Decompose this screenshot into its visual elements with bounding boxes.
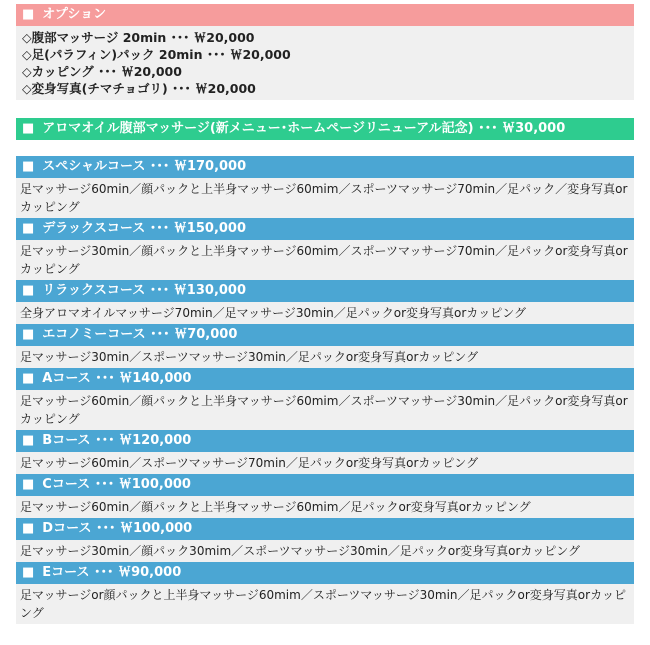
options-title: オプション	[42, 7, 107, 22]
course-header	[16, 368, 634, 390]
course-title: リラックスコース ･･･ ￦130,000	[42, 283, 247, 298]
square-bullet-icon: ■	[22, 159, 35, 174]
course-header	[16, 562, 634, 584]
course-description: 足マッサージor顔パックと上半身マッサージ60mim／スポーツマッサージ30min／足パックor変身写真orカッピング	[16, 584, 634, 624]
square-bullet-icon: ■	[22, 7, 35, 22]
course-title: スペシャルコース ･･･ ￦170,000	[42, 159, 247, 174]
square-bullet-icon: ■	[22, 565, 35, 580]
course-title: Dコース ･･･ ￦100,000	[42, 521, 193, 536]
option-item: ◇足(パラフィン)パック 20min ･･･ ￦20,000	[22, 47, 291, 62]
aroma-title: アロマオイル腹部マッサージ(新メニュー･ホームページリニューアル記念) ･･･ ￦30,000	[42, 121, 566, 136]
square-bullet-icon: ■	[22, 121, 35, 136]
course-description: 全身アロマオイルマッサージ70min／足マッサージ30min／足パックor変身写真orカッピング	[16, 302, 634, 324]
course-header	[16, 430, 634, 452]
course-header	[16, 324, 634, 346]
course-description: 足マッサージ60min／顔パックと上半身マッサージ60mim／足パックor変身写真orカッピング	[16, 496, 634, 518]
option-item: ◇変身写真(チマチョゴリ) ･･･ ￦20,000	[22, 81, 256, 96]
options-header	[16, 4, 634, 26]
course-header	[16, 156, 634, 178]
course-description: 足マッサージ30min／顔パック30mim／スポーツマッサージ30min／足パックor変身写真orカッピング	[16, 540, 634, 562]
course-description: 足マッサージ60min／顔パックと上半身マッサージ60mim／スポーツマッサージ30min／足パックor変身写真orカッピング	[16, 390, 634, 430]
square-bullet-icon: ■	[22, 433, 35, 448]
option-item: ◇腹部マッサージ 20min ･･･ ￦20,000	[22, 30, 255, 45]
course-description: 足マッサージ30min／顔パックと上半身マッサージ60mim／スポーツマッサージ70min／足パックor変身写真orカッピング	[16, 240, 634, 280]
course-title: Eコース ･･･ ￦90,000	[42, 565, 182, 580]
course-header	[16, 218, 634, 240]
options-body	[16, 26, 634, 100]
square-bullet-icon: ■	[22, 521, 35, 536]
course-title: Bコース ･･･ ￦120,000	[42, 433, 192, 448]
aroma-header	[16, 118, 634, 140]
square-bullet-icon: ■	[22, 221, 35, 236]
course-description: 足マッサージ30min／スポーツマッサージ30min／足パックor変身写真orカッピング	[16, 346, 634, 368]
course-title: エコノミーコース ･･･ ￦70,000	[42, 327, 238, 342]
menu-list	[16, 4, 634, 624]
course-title: デラックスコース ･･･ ￦150,000	[42, 221, 247, 236]
course-description: 足マッサージ60min／顔パックと上半身マッサージ60mim／スポーツマッサージ70min／足パック／変身写真orカッピング	[16, 178, 634, 218]
square-bullet-icon: ■	[22, 327, 35, 342]
course-header	[16, 280, 634, 302]
square-bullet-icon: ■	[22, 283, 35, 298]
course-description: 足マッサージ60min／スポーツマッサージ70min／足パックor変身写真orカッピング	[16, 452, 634, 474]
option-item: ◇カッピング ･･･ ￦20,000	[22, 64, 182, 79]
square-bullet-icon: ■	[22, 477, 35, 492]
course-header	[16, 474, 634, 496]
course-title: Cコース ･･･ ￦100,000	[42, 477, 191, 492]
course-header	[16, 518, 634, 540]
square-bullet-icon: ■	[22, 371, 35, 386]
course-title: Aコース ･･･ ￦140,000	[42, 371, 192, 386]
